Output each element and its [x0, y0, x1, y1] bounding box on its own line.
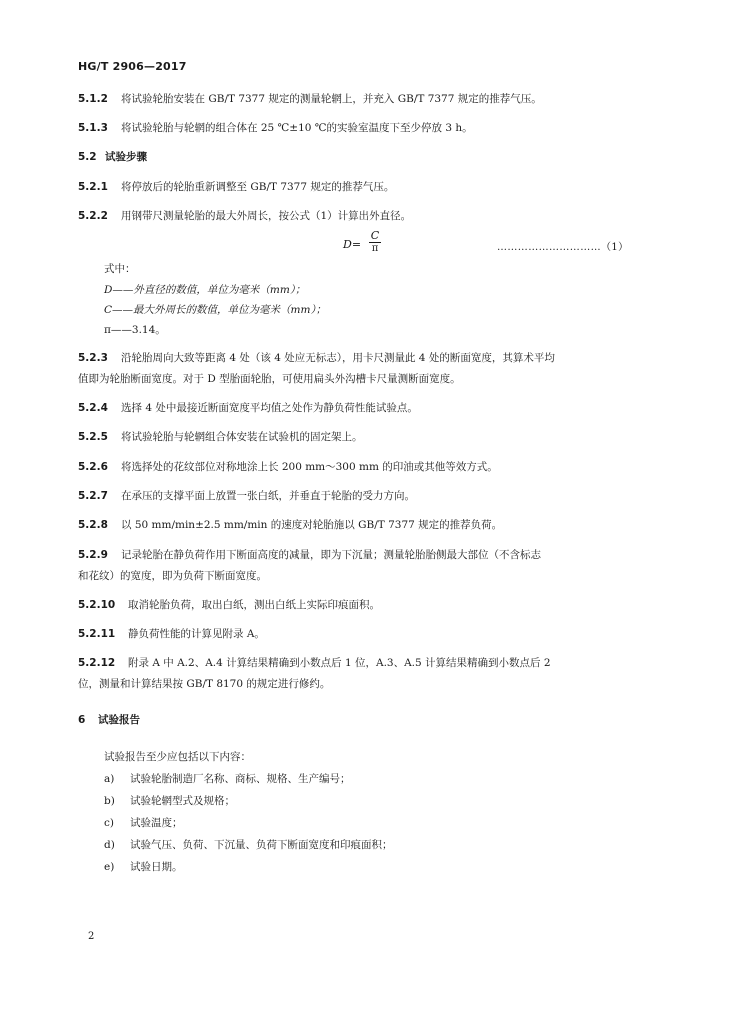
clause-text: 记录轮胎在静负荷作用下断面高度的减量，即为下沉量；测量轮胎胎侧最大部位（不含标志 [121, 549, 541, 561]
item-text: 试验轮胎制造厂名称、商标、规格、生产编号； [130, 773, 351, 785]
item-text: 试验气压、负荷、下沉量、负荷下断面宽度和印痕面积； [130, 839, 393, 851]
clause-number: 5.2.8 [78, 519, 108, 531]
report-item-e [104, 860, 183, 874]
clause-5-2-12 [78, 656, 551, 670]
clause-text: 用钢带尺测量轮胎的最大外周长，按公式（1）计算出外直径。 [121, 210, 412, 222]
clause-number: 5.1.2 [78, 93, 108, 105]
clause-5-2-7 [78, 489, 415, 503]
item-label: c) [104, 817, 114, 829]
clause-text: 附录 A 中 A.2、A.4 计算结果精确到小数点后 1 位，A.3、A.5 计算结果精确到小数点后 2 [128, 657, 551, 669]
clause-text: 静负荷性能的计算见附录 A。 [128, 628, 265, 640]
clause-number: 5.2.7 [78, 490, 108, 502]
report-item-d [104, 838, 393, 852]
section-heading-5-2 [78, 150, 147, 164]
clause-number: 5.2.9 [78, 549, 108, 561]
clause-text: 沿轮胎周向大致等距离 4 处（该 4 处应无标志），用卡尺测量此 4 处的断面宽度，其算术平均 [121, 352, 555, 364]
clause-5-2-3-cont: 值即为轮胎断面宽度。对于 D 型胎面轮胎，可使用扁头外沟槽卡尺量测断面宽度。 [78, 373, 461, 385]
clause-number: 5.2.12 [78, 657, 116, 669]
section-title: 试验报告 [98, 714, 140, 726]
item-label: a) [104, 773, 115, 785]
where-intro: 式中： [104, 263, 136, 275]
page-number: 2 [88, 931, 95, 942]
item-label: e) [104, 861, 115, 873]
clause-5-2-9-cont: 和花纹）的宽度，即为负荷下断面宽度。 [78, 570, 267, 582]
item-label: b) [104, 795, 115, 807]
clause-number: 5.2.1 [78, 181, 108, 193]
formula-lhs: D= [343, 238, 362, 251]
formula-dots: ………………………… [497, 242, 601, 253]
report-item-b [104, 794, 235, 808]
clause-number: 5.2.3 [78, 352, 108, 364]
clause-number: 5.1.3 [78, 122, 108, 134]
clause-5-1-3 [78, 121, 473, 135]
item-text: 试验温度； [130, 817, 183, 829]
item-text: 试验日期。 [130, 861, 183, 873]
section-number: 6 [78, 714, 86, 726]
clause-5-2-1 [78, 180, 394, 194]
clause-5-2-6 [78, 460, 498, 474]
clause-text: 取消轮胎负荷，取出白纸，测出白纸上实际印痕面积。 [128, 599, 380, 611]
report-intro: 试验报告至少应包括以下内容： [104, 751, 251, 763]
where-item-pi: π——3.14。 [104, 324, 166, 336]
report-item-a [104, 772, 351, 786]
clause-text: 选择 4 处中最接近断面宽度平均值之处作为静负荷性能试验点。 [121, 402, 418, 414]
clause-text: 在承压的支撑平面上放置一张白纸，并垂直于轮胎的受力方向。 [121, 490, 415, 502]
clause-number: 5.2.6 [78, 461, 108, 473]
clause-5-2-3 [78, 351, 555, 365]
clause-5-2-8 [78, 518, 502, 532]
clause-number: 5.2.10 [78, 599, 116, 611]
item-text: 试验轮辋型式及规格； [130, 795, 235, 807]
clause-5-1-2 [78, 92, 542, 106]
formula-denominator: π [371, 243, 379, 254]
clause-5-2-4 [78, 401, 418, 415]
clause-number: 5.2 [78, 151, 97, 163]
clause-number: 5.2.11 [78, 628, 116, 640]
clause-text: 将试验轮胎与轮辋组合体安装在试验机的固定架上。 [121, 431, 363, 443]
clause-number: 5.2.5 [78, 431, 108, 443]
clause-5-2-9 [78, 548, 541, 562]
clause-text: 以 50 mm/min±2.5 mm/min 的速度对轮胎施以 GB/T 7377 规定的推荐负荷。 [121, 519, 503, 531]
section-heading-6 [78, 713, 140, 727]
clause-5-2-12-cont: 位，测量和计算结果按 GB/T 8170 的规定进行修约。 [78, 678, 331, 690]
where-item-c: C——最大外周长的数值，单位为毫米（mm）； [104, 304, 327, 316]
report-item-c [104, 816, 183, 830]
clause-number: 5.2.4 [78, 402, 108, 414]
clause-text: 将试验轮胎与轮辋的组合体在 25 ℃±10 ℃的实验室温度下至少停放 3 h。 [121, 122, 473, 134]
formula-number: （1） [601, 242, 629, 253]
standard-code: HG/T 2906—2017 [78, 60, 187, 73]
clause-text: 将停放后的轮胎重新调整至 GB/T 7377 规定的推荐气压。 [121, 181, 395, 193]
where-item-d: D——外直径的数值，单位为毫米（mm）； [104, 284, 306, 296]
clause-5-2-2 [78, 209, 411, 223]
item-label: d) [104, 839, 115, 851]
section-title: 试验步骤 [105, 151, 147, 163]
clause-5-2-10 [78, 598, 380, 612]
clause-5-2-11 [78, 627, 265, 641]
formula-leader [497, 238, 629, 253]
formula-numerator: C [370, 229, 380, 242]
clause-number: 5.2.2 [78, 210, 108, 222]
clause-text: 将试验轮胎安装在 GB/T 7377 规定的测量轮辋上，并充入 GB/T 7377 规定的推荐气压。 [121, 93, 542, 105]
clause-text: 将选择处的花纹部位对称地涂上长 200 mm～300 mm 的印油或其他等效方式。 [121, 461, 498, 473]
formula-fraction [368, 229, 382, 255]
clause-5-2-5 [78, 430, 363, 444]
